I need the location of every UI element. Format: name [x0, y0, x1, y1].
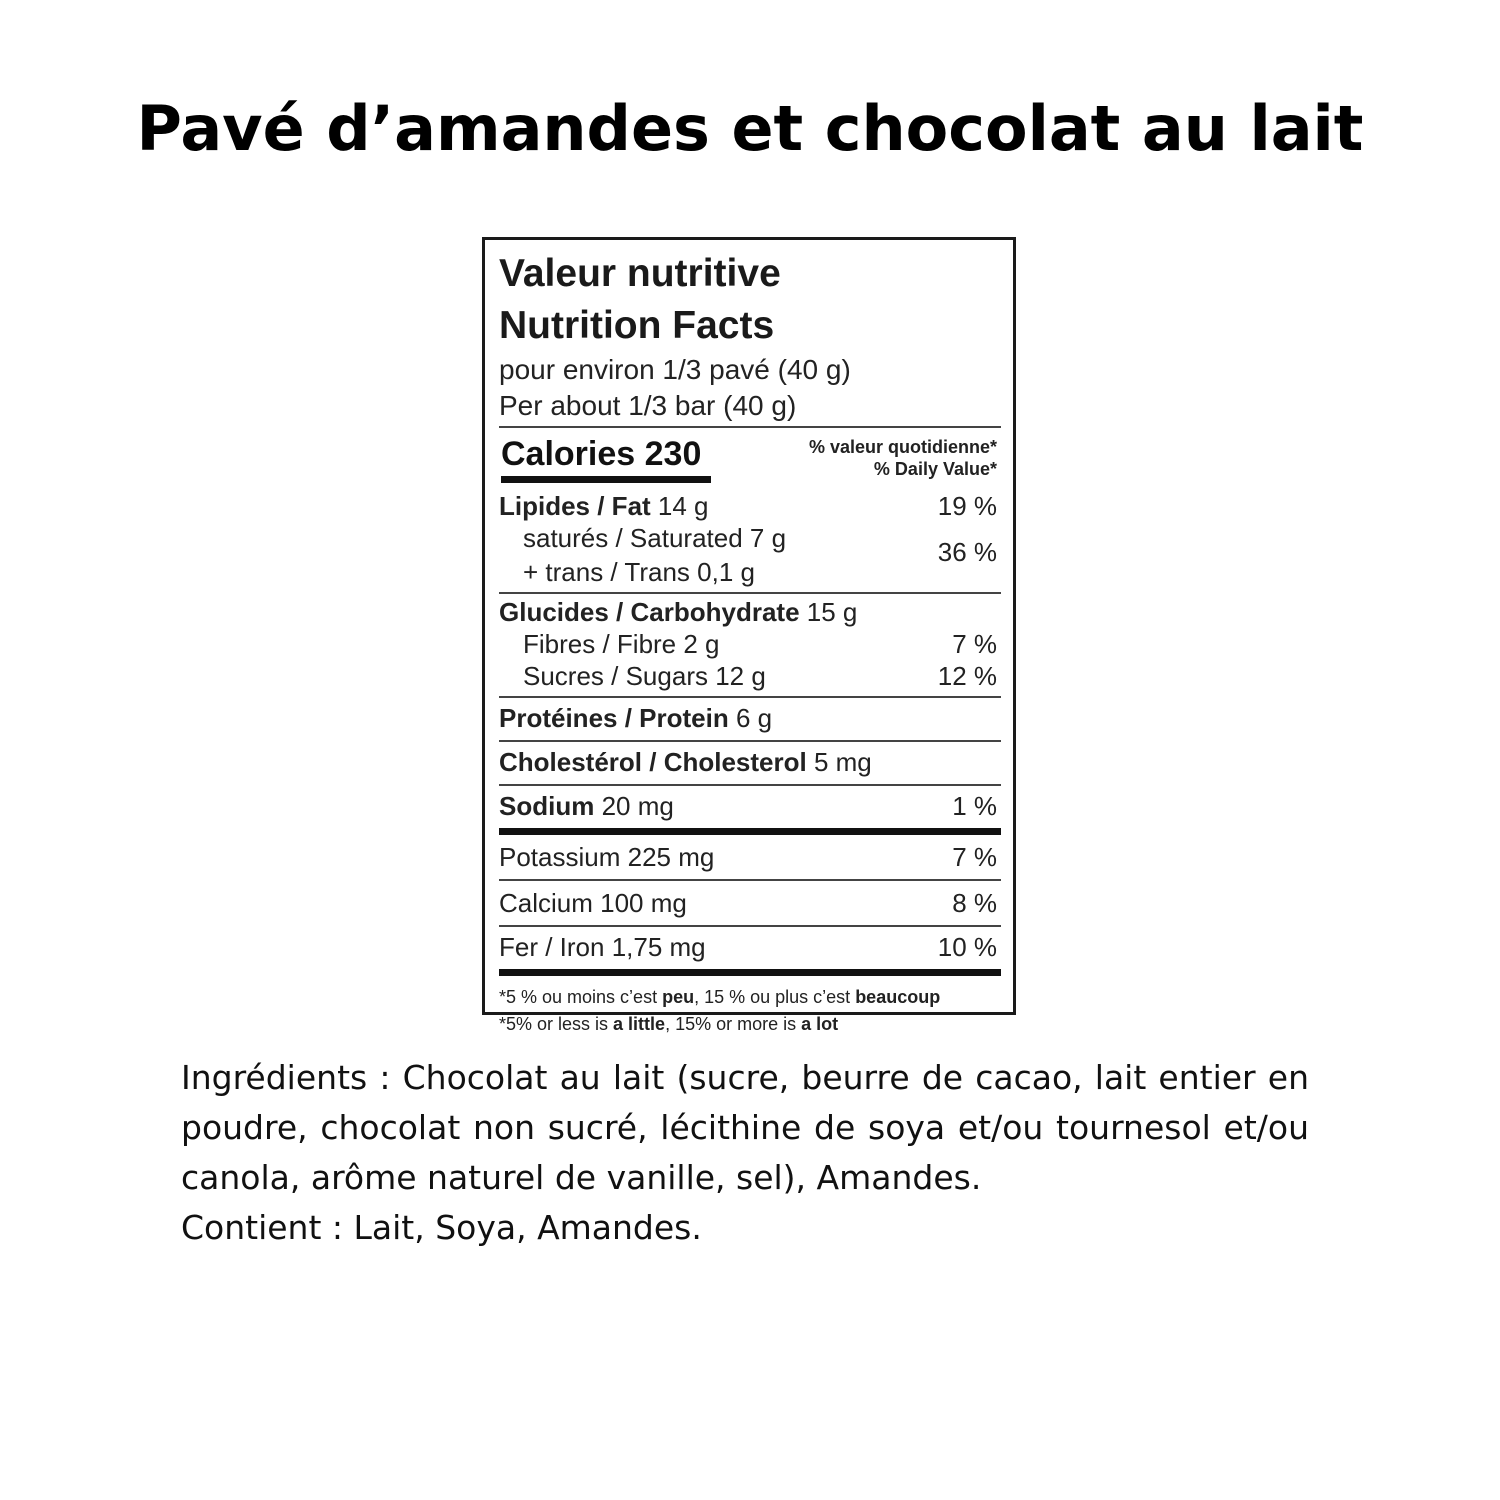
fat-row	[499, 488, 1001, 522]
sodium-pct: 1 %	[952, 791, 997, 821]
protein-amount: 6 g	[728, 703, 773, 733]
carb-name: Glucides / Carbohydrate	[499, 597, 800, 627]
cholesterol-row	[499, 742, 1001, 784]
trans: + trans / Trans 0,1 g	[523, 557, 755, 587]
carb-amount: 15 g	[799, 597, 858, 627]
sodium-amount: 20 mg	[594, 791, 674, 821]
thick-divider	[499, 828, 1001, 835]
daily-value-header	[809, 436, 997, 480]
fibre-row	[499, 628, 1001, 660]
calories-row	[499, 428, 1001, 488]
potassium: Potassium 225 mg	[499, 842, 715, 872]
sugars: Sucres / Sugars 12 g	[523, 661, 766, 691]
sodium-row	[499, 786, 1001, 828]
carb-row	[499, 594, 1001, 628]
sodium-name: Sodium	[499, 791, 595, 821]
protein-row	[499, 698, 1001, 740]
sugars-pct: 12 %	[937, 661, 997, 691]
allergens-text: Contient : Lait, Soya, Amandes.	[181, 1208, 702, 1247]
calories: Calories 230	[501, 435, 702, 473]
label-title-fr: Valeur nutritive	[499, 252, 781, 295]
calcium: Calcium 100 mg	[499, 888, 687, 918]
iron: Fer / Iron 1,75 mg	[499, 932, 706, 962]
thick-divider	[499, 969, 1001, 976]
potassium-row	[499, 835, 1001, 879]
protein-name: Protéines / Protein	[499, 703, 729, 733]
sat-trans-row	[499, 522, 1001, 588]
sat-trans-pct: 36 %	[937, 537, 997, 567]
fibre-pct: 7 %	[952, 629, 997, 659]
footnote	[499, 976, 1001, 1038]
label-title-en: Nutrition Facts	[499, 304, 775, 347]
serving-size-en: Per about 1/3 bar (40 g)	[499, 390, 797, 421]
fat-amount: 14 g	[650, 491, 709, 521]
saturated: saturés / Saturated 7 g	[523, 523, 787, 553]
cholesterol-name: Cholestérol / Cholesterol	[499, 747, 807, 777]
calories-underline	[501, 476, 711, 483]
dv-header-en: % Daily Value*	[873, 459, 997, 479]
cholesterol-amount: 5 mg	[806, 747, 872, 777]
footnote-en: *5% or less is a little, 15% or more is a lot	[499, 1014, 839, 1034]
serving-size-fr: pour environ 1/3 pavé (40 g)	[499, 354, 851, 385]
calcium-pct: 8 %	[952, 888, 997, 918]
iron-pct: 10 %	[937, 932, 997, 962]
sugars-row	[499, 660, 1001, 692]
fibre: Fibres / Fibre 2 g	[523, 629, 720, 659]
ingredients-text: Ingrédients : Chocolat au lait (sucre, beurre de cacao, lait entier en poudre, chocolat non sucré, lécithine de soya et/ou tournesol et/ou canola, arôme naturel de vanille, sel), Amandes.	[181, 1058, 1309, 1197]
nutrition-facts-table	[482, 237, 1016, 1034]
fat-name: Lipides / Fat	[499, 491, 651, 521]
potassium-pct: 7 %	[952, 842, 997, 872]
page-title: Pavé d’amandes et chocolat au lait	[136, 92, 1364, 165]
fat-pct: 19 %	[937, 491, 997, 521]
iron-row	[499, 927, 1001, 969]
footnote-fr: *5 % ou moins c’est peu, 15 % ou plus c’est beaucoup	[499, 987, 941, 1007]
calcium-row	[499, 881, 1001, 925]
dv-header-fr: % valeur quotidienne*	[808, 437, 997, 457]
